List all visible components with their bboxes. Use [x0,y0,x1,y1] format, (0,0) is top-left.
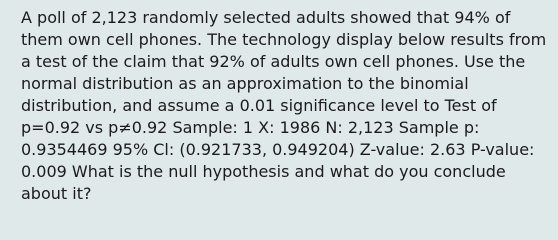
question-text: A poll of 2,123 randomly selected adults showed that 94% of them own cell phones. The technology display below results from a test of the claim that 92% of adults own cell phones. Use the normal distribution as an approximation to the binomial distribution, and assume a 0.01 significance level to Test of p=0.92 vs p≠0.92 Sample: 1 X: 1986 N: 2,123 Sample p: 0.9354469 95% Cl: (0.921733, 0.949204) Z-value: 2.63 P-value: 0.009 What is the null hypothesis and what do you conclude about it? [21,8,547,203]
